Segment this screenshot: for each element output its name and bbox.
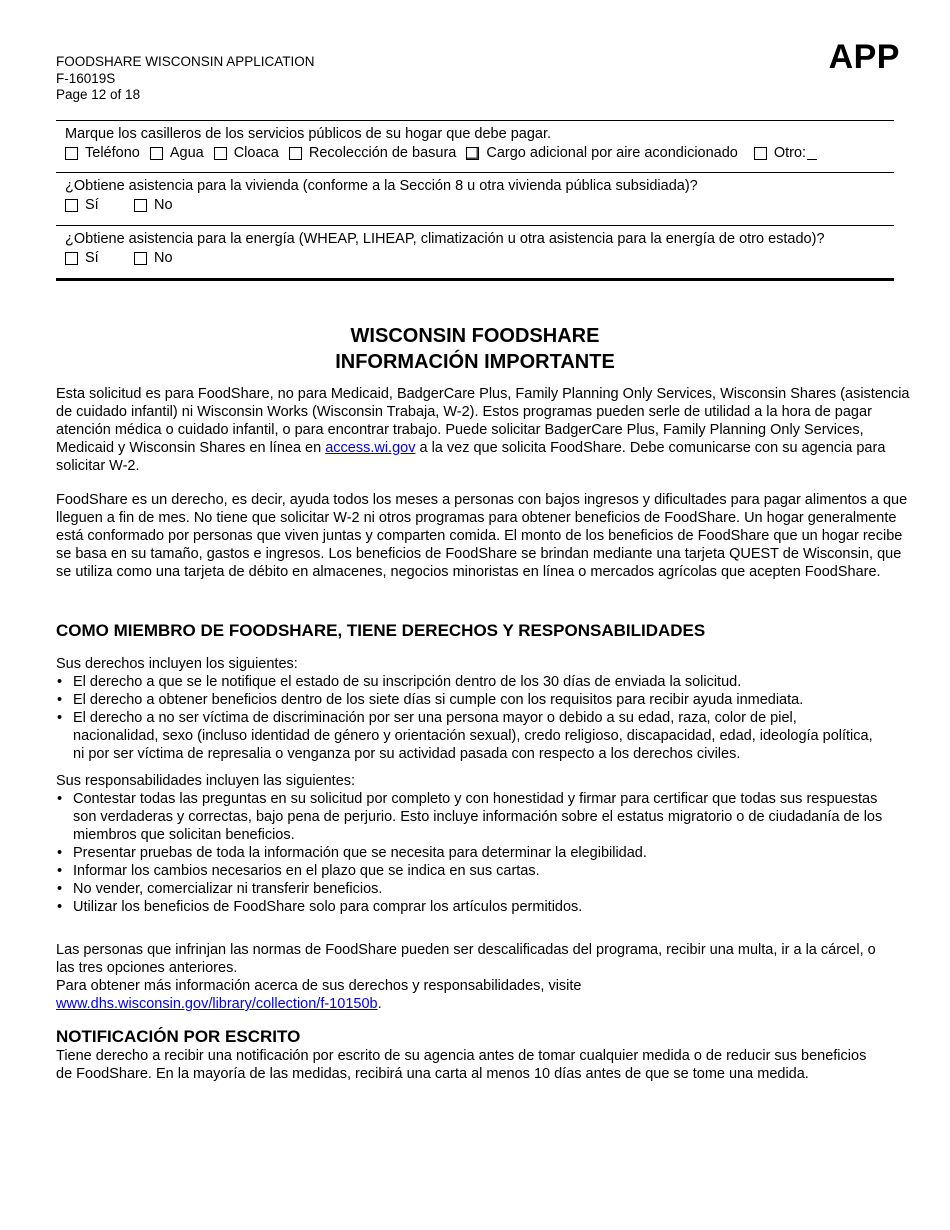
energy-options — [65, 249, 894, 267]
form-number: F-16019S — [56, 70, 116, 86]
option-label: Teléfono — [85, 145, 140, 161]
housing-question-text: ¿Obtiene asistencia para la vivienda (conforme a la Sección 8 u otra vivienda pública subsidiada)? — [65, 178, 698, 194]
notice-heading: NOTIFICACIÓN POR ESCRITO — [56, 1027, 301, 1046]
utilities-question-text: Marque los casilleros de los servicios públicos de su hogar que debe pagar. — [65, 126, 552, 142]
list-item: • Presentar pruebas de toda la información que se necesita para determinar la elegibilidad. — [56, 844, 886, 862]
list-item: • El derecho a obtener beneficios dentro de los siete días si cumple con los requisitos para recibir ayuda inmediata. — [56, 691, 886, 709]
section-title — [56, 323, 894, 375]
rights-list — [56, 673, 886, 763]
checkbox[interactable] — [134, 199, 147, 212]
utility-option-water[interactable] — [150, 144, 204, 162]
checkbox[interactable] — [754, 147, 767, 160]
responsibilities-list — [56, 790, 886, 916]
form-name: FOODSHARE WISCONSIN APPLICATION — [56, 54, 315, 69]
option-label: Sí — [85, 250, 99, 266]
checkbox[interactable] — [65, 199, 78, 212]
checkbox[interactable] — [289, 147, 302, 160]
option-label: Cloaca — [233, 145, 279, 161]
utilities-options — [65, 144, 894, 162]
list-item: • Utilizar los beneficios de FoodShare solo para comprar los artículos permitidos. — [56, 898, 886, 916]
rights-intro: Sus derechos incluyen los siguientes: — [56, 656, 298, 672]
rights-section — [56, 655, 886, 916]
option-label: Sí — [85, 197, 99, 213]
housing-yes[interactable] — [65, 196, 134, 214]
intro-paragraph-2: FoodShare es un derecho, es decir, ayuda todos los meses a personas con bajos ingresos y dificultades para pagar alimentos a que lleguen a fin de mes. No tiene que solicitar W-2 ni otros programas para obtener beneficios de FoodShare. Un hogar generalmente está conformado por personas que viven juntas y comparten comida. El monto de los beneficios de FoodShare que un hogar recibe se basa en su tamaño, gastos e ingresos. Los beneficios de FoodShare se brindan mediante una tarjeta QUEST de Wisconsin, que se utiliza como una tarjeta de débito en almacenes, negocios minoristas en línea o mercados agrícolas que acepten FoodShare. — [56, 492, 908, 580]
energy-yes[interactable] — [65, 249, 134, 267]
energy-question-text: ¿Obtiene asistencia para la energía (WHEAP, LIHEAP, climatización u otra asistencia para la energía de otro estado)? — [65, 231, 825, 247]
intro-text-end: a la vez que solicita FoodShare. Debe comunicarse con su agencia para solicitar W-2. — [56, 440, 886, 474]
list-item: • El derecho a no ser víctima de discriminación por ser una persona mayor o debido a su edad, raza, color de piel, nacionalidad, sexo (incluso identidad de género y orientación sexual), credo religioso, discapacidad, edad, ideología política, ni por ser víctima de represalia o venganza por su actividad pasada con respecto a los derechos civiles. — [56, 709, 886, 763]
intro-paragraph-1 — [56, 385, 916, 475]
housing-no[interactable] — [134, 196, 203, 214]
checkbox[interactable] — [150, 147, 163, 160]
rights-heading: COMO MIEMBRO DE FOODSHARE, TIENE DERECHOS Y RESPONSABILIDADES — [56, 621, 706, 640]
other-text-field[interactable] — [807, 147, 817, 160]
utilities-question — [56, 121, 894, 172]
energy-no[interactable] — [134, 249, 203, 267]
title-line-1: WISCONSIN FOODSHARE — [350, 325, 600, 347]
penalty-text: Las personas que infrinjan las normas de FoodShare pueden ser descalificadas del programa, recibir una multa, ir a la cárcel, o las tres opciones anteriores. — [56, 942, 876, 976]
penalty-paragraph — [56, 941, 886, 1013]
responsibilities-intro: Sus responsabilidades incluyen las siguientes: — [56, 773, 356, 789]
utility-option-trash[interactable] — [289, 144, 457, 162]
checkbox[interactable] — [65, 147, 78, 160]
app-badge: APP — [828, 38, 900, 76]
checkbox[interactable] — [214, 147, 227, 160]
utility-option-sewer[interactable] — [214, 144, 279, 162]
access-wi-link[interactable]: access.wi.gov — [325, 440, 416, 456]
option-label: Agua — [169, 145, 204, 161]
form-header — [56, 54, 315, 104]
list-item: • El derecho a que se le notifique el estado de su inscripción dentro de los 30 días de enviada la solicitud. — [56, 673, 886, 691]
list-item: • No vender, comercializar ni transferir beneficios. — [56, 880, 886, 898]
energy-question — [56, 225, 894, 278]
intro-text: Esta solicitud es para FoodShare, no para Medicaid, BadgerCare Plus, Family Planning Only Services, Wisconsin Shares (asistencia de cuidado infantil) ni Wisconsin Works (Wisconsin Trabaja, W-2). Estos programas pueden serle de utilidad a la hora de pagar atención médica o cuidado infantil, o para encontrar trabajo. Puede solicitar BadgerCare Plus, Family Planning Only Services, Medicaid y Wisconsin Shares en línea en — [56, 386, 910, 456]
list-item: • Informar los cambios necesarios en el plazo que se indica en sus cartas. — [56, 862, 886, 880]
utility-option-ac-surcharge[interactable] — [466, 144, 738, 162]
more-info-text: Para obtener más información acerca de sus derechos y responsabilidades, visite — [56, 978, 582, 994]
option-label: No — [154, 250, 173, 266]
utility-housing-energy-form — [56, 120, 894, 281]
list-item: • Contestar todas las preguntas en su solicitud por completo y con honestidad y firmar para certificar que todas sus respuestas son verdaderas y correctas, bajo pena de perjurio. Esto incluye información sobre el estatus migratorio o de ciudadanía de los miembros que solicitan beneficios. — [56, 790, 886, 844]
checkbox[interactable] — [65, 252, 78, 265]
housing-question — [56, 172, 894, 225]
option-label: Cargo adicional por aire acondicionado — [486, 145, 738, 161]
checkbox[interactable] — [134, 252, 147, 265]
housing-options — [65, 196, 894, 214]
title-line-2: INFORMACIÓN IMPORTANTE — [335, 351, 615, 373]
utility-option-other[interactable] — [754, 144, 817, 162]
notice-paragraph: Tiene derecho a recibir una notificación por escrito de su agencia antes de tomar cualquier medida o de reducir sus beneficios de FoodShare. En la mayoría de las medidas, recibirá una carta al menos 10 días antes de que se tome una medida. — [56, 1048, 867, 1082]
option-label: Recolección de basura — [308, 145, 457, 161]
dhs-rights-link[interactable]: www.dhs.wisconsin.gov/library/collection/f-10150b — [56, 996, 378, 1012]
option-label: Otro: — [773, 145, 807, 161]
option-label: No — [154, 197, 173, 213]
checkbox[interactable] — [466, 147, 479, 160]
utility-option-phone[interactable] — [65, 144, 140, 162]
page-number: Page 12 of 18 — [56, 87, 141, 102]
more-info-period: . — [377, 996, 382, 1012]
